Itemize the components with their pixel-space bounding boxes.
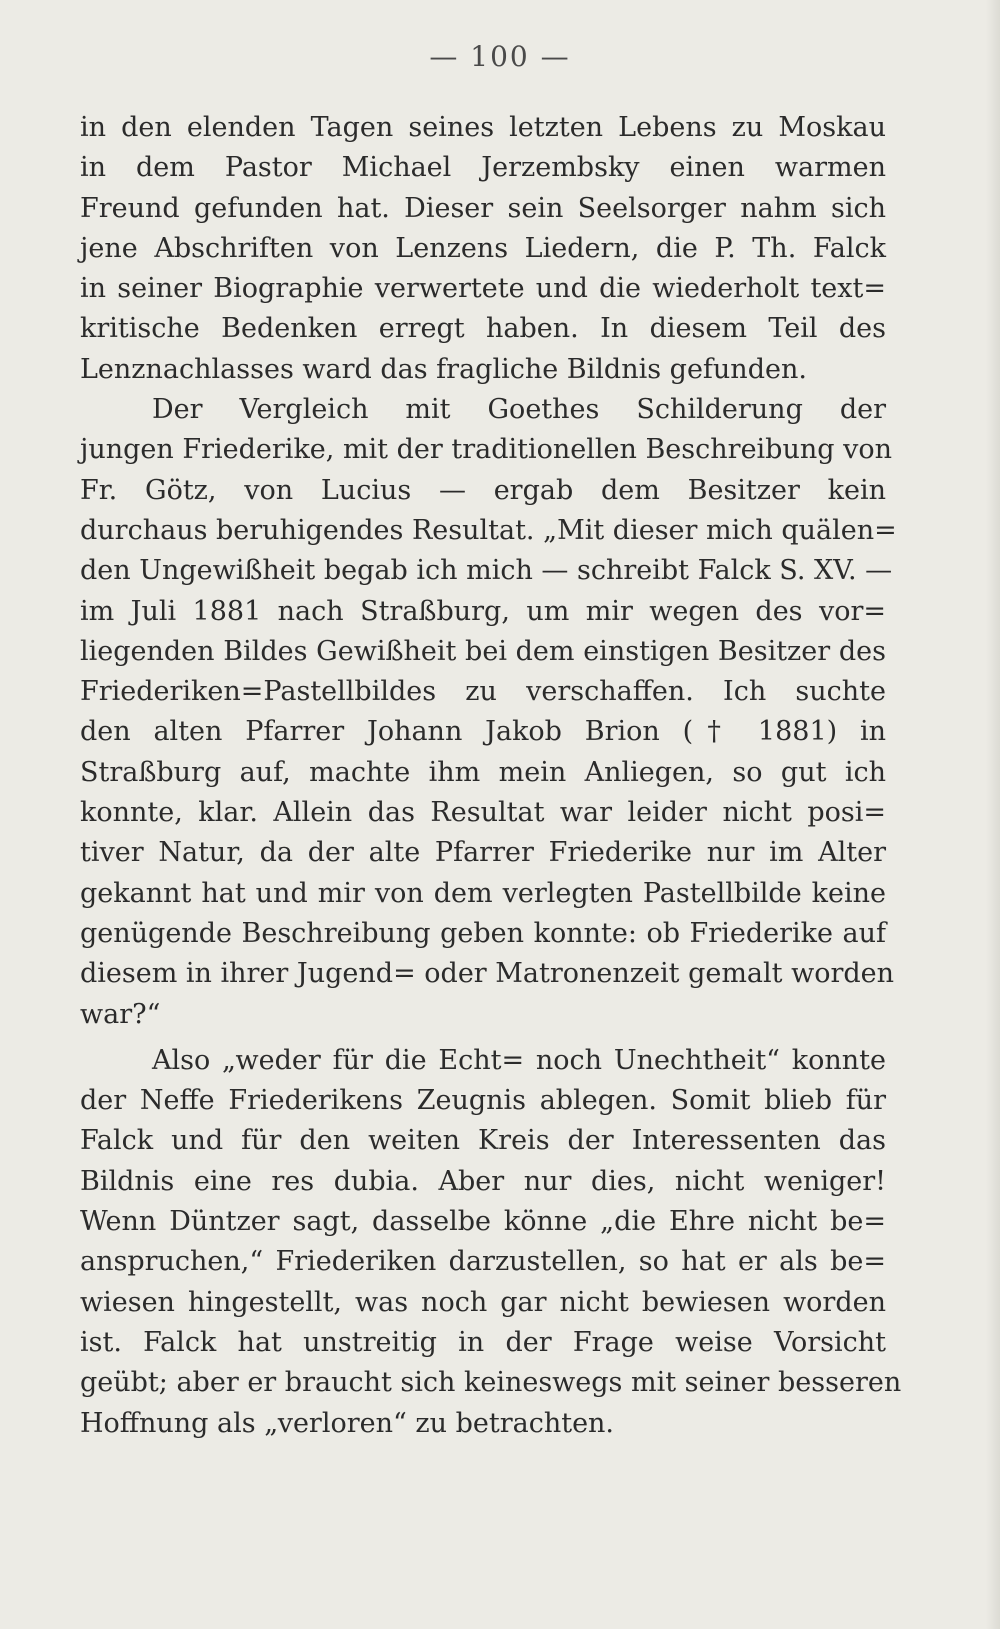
text-line: liegenden Bildes Gewißheit bei dem einstigen Besitzer des <box>80 635 886 667</box>
text-line: Also „weder für die Echt= noch Unechtheit“ konnte <box>152 1044 886 1076</box>
text-line: Bildnis eine res dubia. Aber nur dies, nicht weniger! <box>80 1165 886 1197</box>
text-line: den Ungewißheit begab ich mich — schreibt Falck S. XV. — <box>80 555 893 587</box>
text-line: in den elenden Tagen seines letzten Lebens zu Moskau <box>80 112 886 143</box>
text-line: Fr. Götz, von Lucius — ergab dem Besitzer kein <box>80 474 886 506</box>
text-line: jene Abschriften von Lenzens Liedern, die P. Th. Falck <box>80 232 886 264</box>
paragraph-2 <box>80 390 897 1035</box>
text-line: der Neffe Friederikens Zeugnis ablegen. Somit blieb für <box>80 1085 886 1117</box>
page-edge-shadow <box>986 0 1000 1629</box>
text-line: geübt; aber er braucht sich keineswegs mit seiner besseren <box>80 1367 902 1399</box>
text-line: genügende Beschreibung geben konnte: ob Friederike auf <box>80 917 886 949</box>
text-line: in dem Pastor Michael Jerzembsky einen warmen <box>80 152 886 184</box>
text-line: ist. Falck hat unstreitig in der Frage weise Vorsicht <box>80 1326 886 1358</box>
text-line: Falck und für den weiten Kreis der Interessenten das <box>80 1125 886 1157</box>
text-line: diesem in ihrer Jugend= oder Matronenzeit gemalt worden <box>80 958 895 990</box>
text-line: Hoffnung als „verloren“ zu betrachten. <box>80 1407 615 1439</box>
text-line: kritische Bedenken erregt haben. In diesem Teil des <box>80 313 886 345</box>
paragraph-1 <box>80 108 886 390</box>
text-line: Lenznachlasses ward das fragliche Bildnis gefunden. <box>80 353 807 385</box>
text-line: Wenn Düntzer sagt, dasselbe könne „die Ehre nicht be= <box>80 1206 886 1238</box>
paragraph-3 <box>80 1041 902 1444</box>
text-line: durchaus beruhigendes Resultat. „Mit dieser mich quälen= <box>80 514 897 546</box>
text-line: den alten Pfarrer Johann Jakob Brion († 1881) in <box>80 716 886 748</box>
text-line: Freund gefunden hat. Dieser sein Seelsorger nahm sich <box>80 192 886 224</box>
text-line: wiesen hingestellt, was noch gar nicht bewiesen worden <box>80 1286 886 1318</box>
text-line: Der Vergleich mit Goethes Schilderung der <box>152 394 886 426</box>
text-line: Straßburg auf, machte ihm mein Anliegen, so gut ich <box>80 756 886 788</box>
body-text <box>80 108 902 1444</box>
text-line: war?“ <box>80 998 161 1030</box>
text-line: jungen Friederike, mit der traditionellen Beschreibung von <box>80 434 893 466</box>
text-line: Friederiken=Pastellbildes zu verschaffen. Ich suchte <box>80 676 886 708</box>
text-line: im Juli 1881 nach Straßburg, um mir wegen des vor= <box>80 595 886 627</box>
text-line: tiver Natur, da der alte Pfarrer Friederike nur im Alter <box>80 837 886 869</box>
text-line: anspruchen,“ Friederiken darzustellen, so hat er als be= <box>80 1246 886 1278</box>
text-line: konnte, klar. Allein das Resultat war leider nicht posi= <box>80 797 886 829</box>
text-line: gekannt hat und mir von dem verlegten Pastellbilde keine <box>80 877 886 909</box>
text-line: in seiner Biographie verwertete und die wiederholt text= <box>80 273 886 305</box>
page-number: — 100 — <box>429 40 571 73</box>
